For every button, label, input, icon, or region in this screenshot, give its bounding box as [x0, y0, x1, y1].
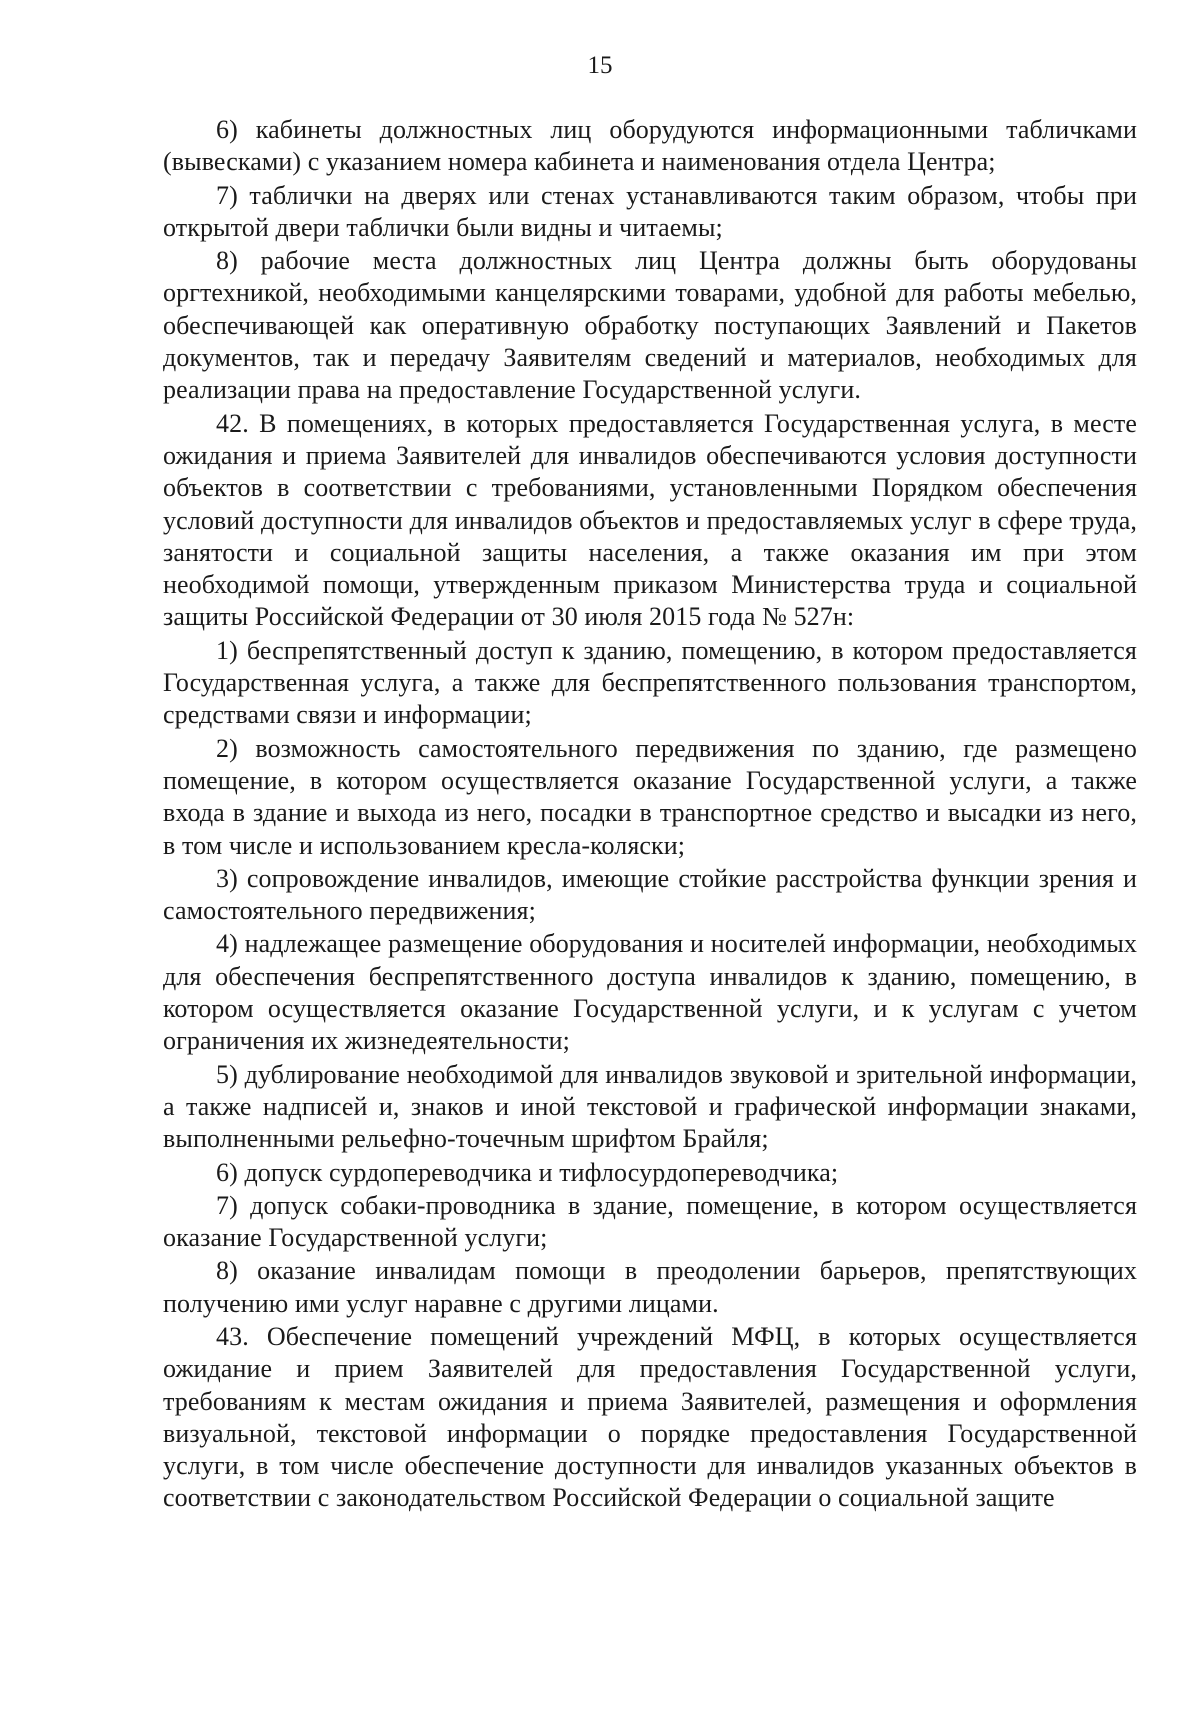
paragraph-item-6-signage: 6) кабинеты должностных лиц оборудуются информационными табличками (вывесками) с указанием номера кабинета и наименования отдела Центра;	[163, 115, 1137, 177]
page-number: 15	[587, 52, 613, 79]
paragraph-subitem-8-assistance: 8) оказание инвалидам помощи в преодолении барьеров, препятствующих получению ими услуг наравне с другими лицами.	[163, 1256, 1137, 1318]
paragraph-subitem-4-equipment: 4) надлежащее размещение оборудования и носителей информации, необходимых для обеспечения беспрепятственного доступа инвалидов к зданию, помещению, в котором осуществляется оказание Государственной услуги, и к услугам с учетом ограничения их жизнедеятельности;	[163, 929, 1137, 1056]
paragraph-subitem-3-escort: 3) сопровождение инвалидов, имеющие стойкие расстройства функции зрения и самостоятельного передвижения;	[163, 863, 1137, 926]
paragraph-clause-42: 42. В помещениях, в которых предоставляется Государственная услуга, в месте ожидания и приема Заявителей для инвалидов обеспечиваются условия доступности объектов в соответствии с требованиями, установленными Порядком обеспечения условий доступности для инвалидов объектов и предоставляемых услуг в сфере труда, занятости и социальной защиты населения, а также оказания им при этом необходимой помощи, утвержденным приказом Министерства труда и социальной защиты Российской Федерации от 30 июля 2015 года № 527н:	[163, 408, 1137, 632]
paragraph-clause-43: 43. Обеспечение помещений учреждений МФЦ, в которых осуществляется ожидание и прием Заявителей для предоставления Государственной услуги, требованиям к местам ожидания и приема Заявителей, размещения и оформления визуальной, текстовой информации о порядке предоставления Государственной услуги, в том числе обеспечение доступности для инвалидов указанных объектов в соответствии с законодательством Российской Федерации о социальной защите	[163, 1321, 1137, 1513]
document-body	[163, 114, 1137, 1516]
paragraph-item-7-door-plates: 7) таблички на дверях или стенах устанавливаются таким образом, чтобы при открытой двери таблички были видны и читаемы;	[163, 180, 1137, 242]
paragraph-subitem-7-guide-dog: 7) допуск собаки-проводника в здание, помещение, в котором осуществляется оказание Государственной услуги;	[163, 1190, 1137, 1253]
paragraph-subitem-2-movement: 2) возможность самостоятельного передвижения по зданию, где размещено помещение, в котором осуществляется оказание Государственной услуги, а также входа в здание и выхода из него, посадки в транспортное средство и высадки из него, в том числе и использованием кресла-коляски;	[163, 733, 1137, 860]
paragraph-subitem-5-duplication: 5) дублирование необходимой для инвалидов звуковой и зрительной информации, а также надписей и, знаков и иной текстовой и графической информации знаками, выполненными рельефно-точечным шрифтом Брайля;	[163, 1059, 1137, 1154]
paragraph-item-8-workplaces: 8) рабочие места должностных лиц Центра должны быть оборудованы оргтехникой, необходимыми канцелярскими товарами, удобной для работы мебелью, обеспечивающей как оперативную обработку поступающих Заявлений и Пакетов документов, так и передачу Заявителям сведений и материалов, необходимых для реализации права на предоставление Государственной услуги.	[163, 246, 1137, 405]
paragraph-subitem-6-interpreter: 6) допуск сурдопереводчика и тифлосурдопереводчика;	[216, 1157, 839, 1187]
paragraph-subitem-1-access: 1) беспрепятственный доступ к зданию, помещению, в котором предоставляется Государственная услуга, а также для беспрепятственного пользования транспортом, средствами связи и информации;	[163, 635, 1137, 730]
